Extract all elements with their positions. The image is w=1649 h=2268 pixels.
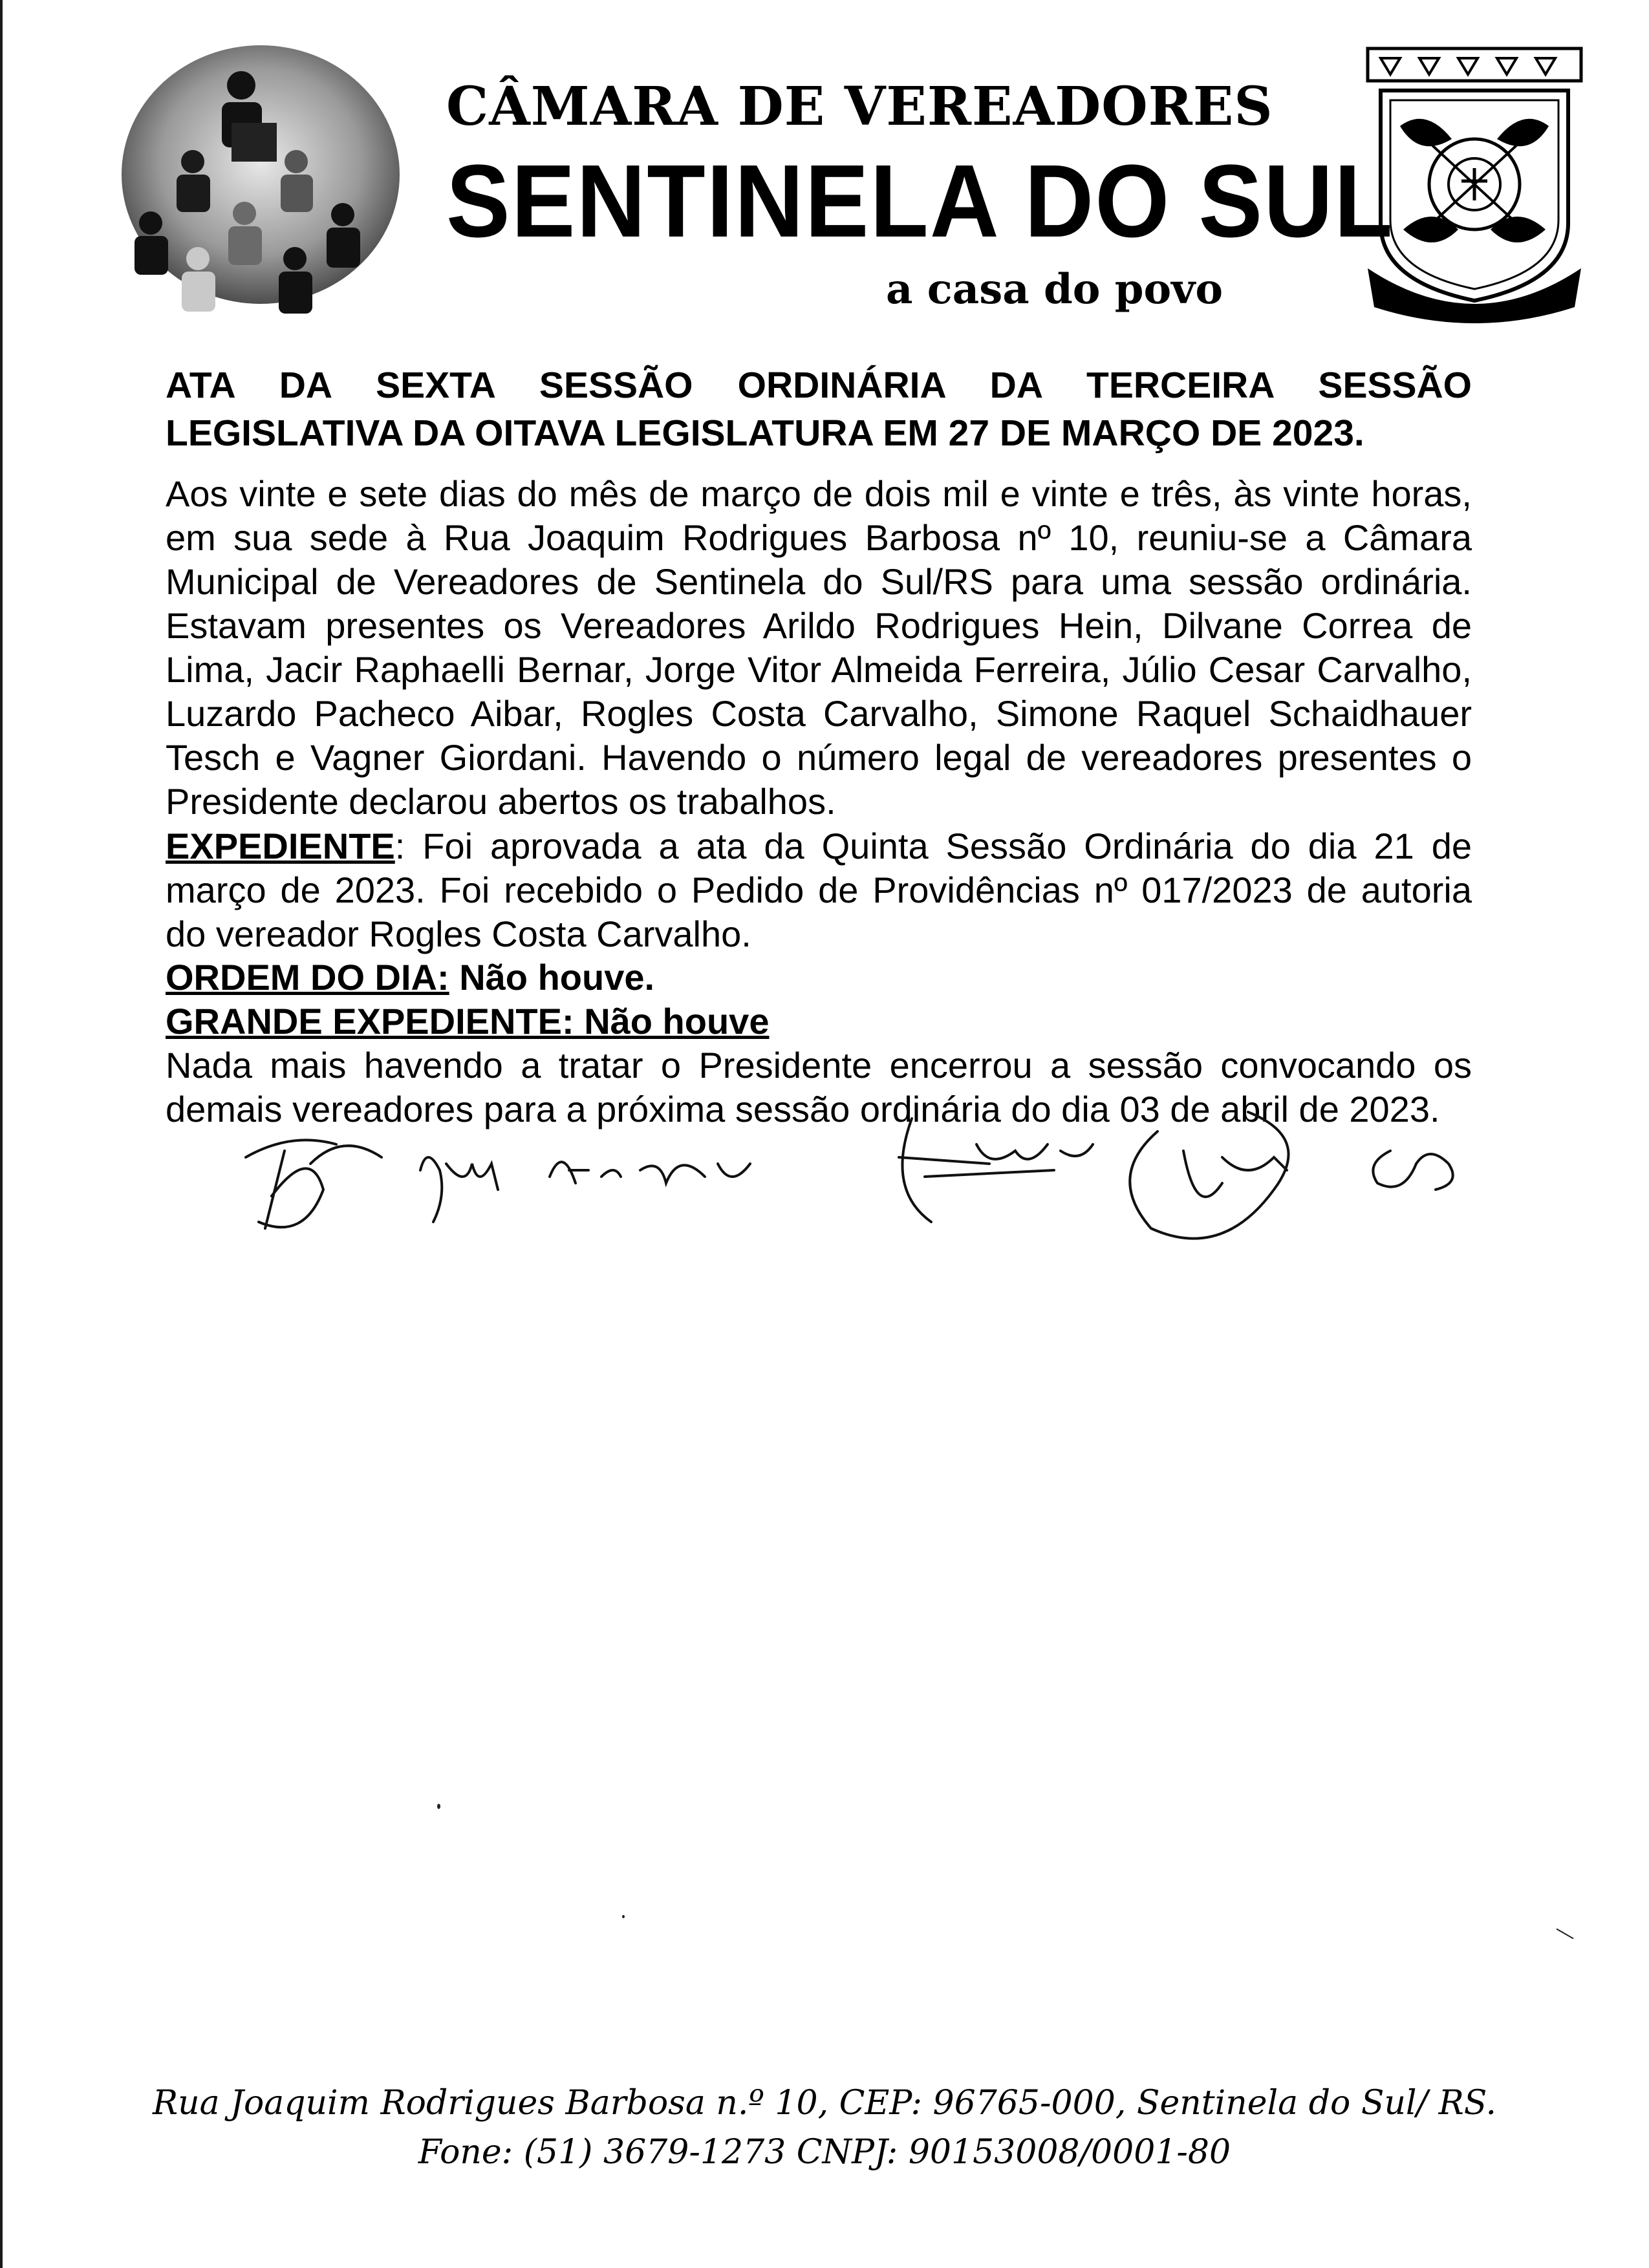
opening-paragraph: Aos vinte e sete dias do mês de março de dois mil e vinte e três, às vinte horas, em sua sede à Rua Joaquim Rodrigues Barbosa nº 10, reuniu-se a Câmara Municipal de Vereadores de Sentinela do Sul/RS para uma sessão ordinária. Estavam presentes os Vereadores Arildo Rodrigues Hein, Dilvane Correa de Lima, Jacir Raphaelli Bernar, Jorge Vitor Almeida Ferreira, Júlio Cesar Carvalho, Luzardo Pacheco Aibar, Rogles Costa Carvalho, Simone Raquel Schaidhauer Tesch e Vagner Giordani. Havendo o número legal de vereadores presentes o Presidente declarou abertos os trabalhos. (166, 473, 1472, 822)
expediente-paragraph (166, 824, 1472, 956)
ordem-label: ORDEM DO DIA: (166, 957, 449, 998)
closing-paragraph: Nada mais havendo a tratar o Presidente encerrou a sessão convocando os demais vereadores para a próxima sessão ordinária do dia 03 de abril de 2023. (166, 1045, 1472, 1129)
scan-border (0, 0, 3, 2268)
signature-3 (550, 1162, 750, 1183)
header-title: CÂMARA DE VEREADORES (446, 76, 1273, 138)
council-people-logo-icon (102, 45, 406, 323)
header-municipality-name: SENTINELA DO SUL (446, 144, 1394, 259)
scan-speck (622, 1915, 625, 1918)
signature-6 (1373, 1151, 1452, 1190)
municipal-coat-of-arms-icon (1355, 36, 1594, 326)
grande-label: GRANDE EXPEDIENTE: Não houve (166, 1001, 770, 1042)
minutes-title-line-2: LEGISLATIVA DA OITAVA LEGISLATURA EM 27 DE MARÇO DE 2023. (166, 412, 1364, 454)
signature-5 (1130, 1112, 1288, 1239)
ordem-do-dia-paragraph (166, 956, 1472, 1000)
minutes-title-line-1: ATA DA SEXTA SESSÃO ORDINÁRIA DA TERCEIRA SESSÃO (166, 365, 1472, 406)
footer (0, 2079, 1649, 2177)
expediente-text: : Foi aprovada a ata da Quinta Sessão Ordinária do dia 21 de março de 2023. Foi recebido o Pedido de Providências nº 017/2023 de autoria do vereador Rogles Costa Carvalho. (166, 826, 1472, 954)
scan-speck (437, 1804, 440, 1809)
ordem-text: Não houve. (449, 957, 655, 998)
footer-contact: Fone: (51) 3679-1273 CNPJ: 90153008/0001-80 (418, 2133, 1231, 2172)
signatures-area (213, 1093, 1520, 1287)
scan-speck (1557, 1929, 1574, 1940)
signature-1 (246, 1140, 382, 1228)
footer-address: Rua Joaquim Rodrigues Barbosa n.º 10, CEP: 96765-000, Sentinela do Sul/ RS. (152, 2084, 1497, 2123)
grande-expediente-paragraph (166, 1000, 1472, 1043)
signature-2 (420, 1157, 498, 1222)
expediente-label: EXPEDIENTE (166, 826, 395, 866)
signature-4 (899, 1118, 1093, 1222)
header-tagline: a casa do povo (886, 265, 1223, 314)
